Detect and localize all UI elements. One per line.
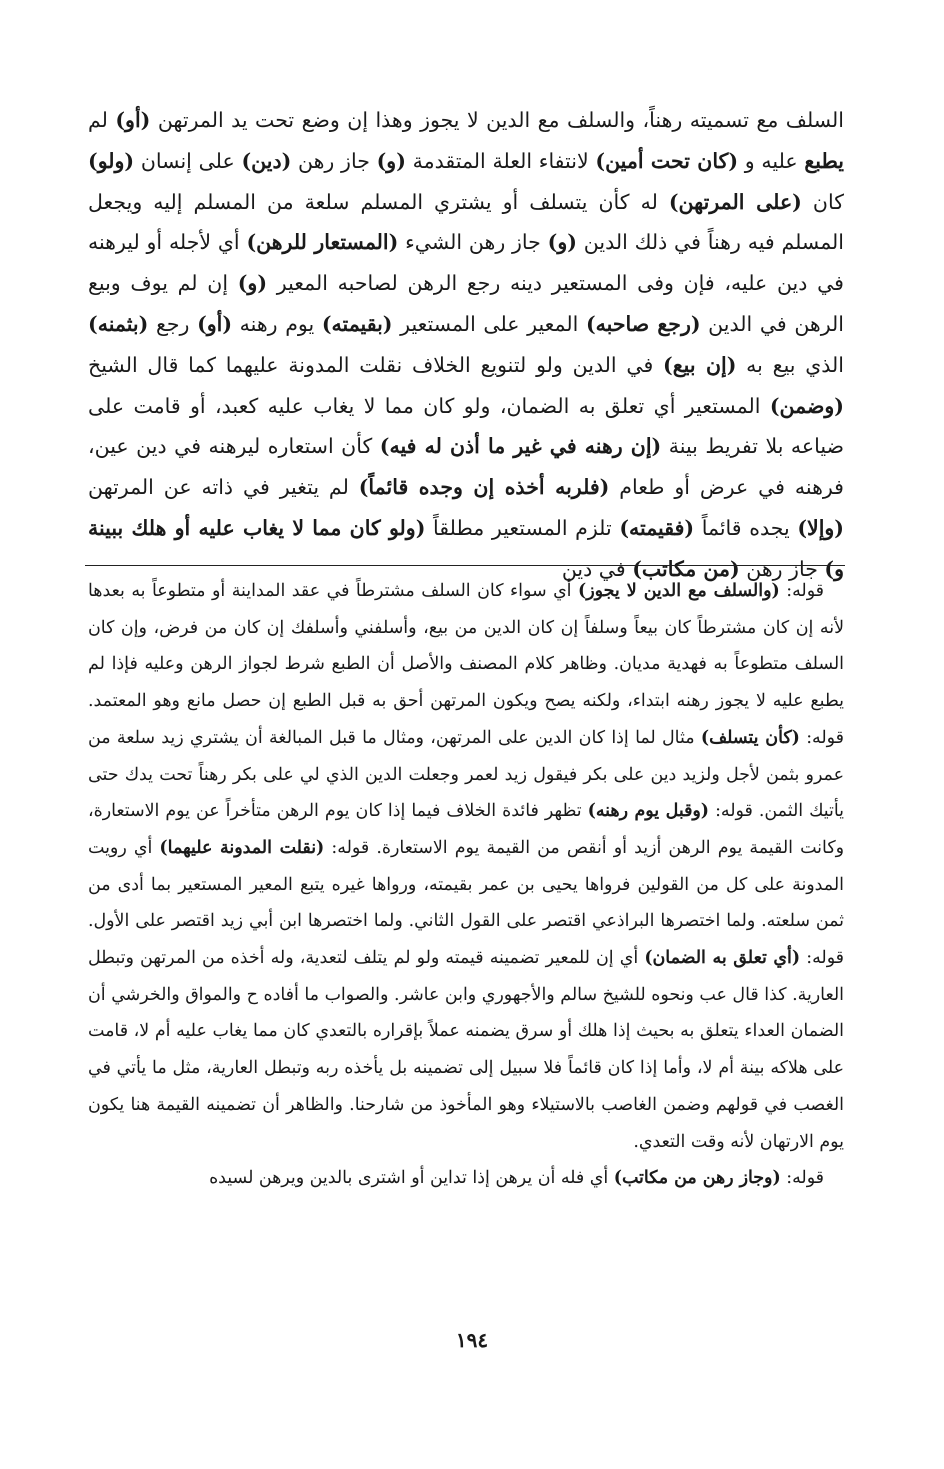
bold-term: (رجع صاحبه): [585, 311, 701, 336]
footnote-divider: [85, 565, 845, 566]
text-run: إن لم يوف وبيع الرهن في الدين: [88, 271, 844, 336]
bold-term: (على المرتهن): [668, 189, 802, 214]
text-run: أي رويت المدونة على كل من القولين فرواها يحيى بن عمر بقيمته، ورواها غيره يتبع المعير المستعير بما أدى من ثمن سلعته. ولما اختصرها البراذعي اقتصر على القول الثاني. ولما اختصرها ابن أبي زيد اقتصر على الأول. قوله:: [88, 837, 844, 969]
text-run: جاز رهن: [291, 148, 377, 173]
text-run: كأن استعاره ليرهنه في دين عين، فرهنه في عرض أو طعام: [88, 434, 844, 500]
bold-term: (وجاز رهن من مكاتب): [613, 1168, 781, 1189]
bold-term: (بقيمته): [321, 311, 393, 336]
bold-term: (و): [547, 230, 577, 255]
bold-term: (وضمن): [769, 393, 844, 418]
text-run: أي لأجله أو ليرهنه في دين عليه، فإن وفى المستعير دينه رجع الرهن لصاحبه المعير: [88, 230, 844, 296]
text-run: رجع: [148, 311, 198, 336]
text-run: قوله:: [780, 1168, 824, 1189]
bold-term: (كأن يتسلف): [700, 727, 800, 748]
bold-term: (و): [237, 271, 268, 296]
text-run: لم: [88, 108, 116, 132]
text-run: يوم رهنه: [232, 311, 322, 336]
text-run: لانتفاء العلة المتقدمة: [405, 148, 596, 173]
text-run: أي سواء كان السلف مشترطاً في عقد المداينة أو متطوعاً به بعدها لأنه إن كان مشترطاً كان بيعاً وسلفاً إن كان الدين من بيع، وأسلفني وأسلفك إن كان من فرض، وإن كان السلف متطوعاً به فهدية مديان. وظاهر كلام المصنف والأصل أن الطبع شرط لجواز الرهن وعليه فإذا لم يطبع عليه لا يجوز رهنه ابتداء، ولكنه يصح ويكون المرتهن أحق به قبل الطبع إن حصل مانع وهو المعتمد. قوله:: [88, 581, 844, 748]
bold-term: يطبع: [804, 148, 844, 173]
bold-term: (وقبل يوم رهنه): [587, 801, 710, 822]
bold-term: (وإلا): [797, 515, 844, 540]
footnote-paragraph: [88, 573, 844, 1160]
bold-term: (إن رهنه في غير ما أذن له فيه): [379, 434, 662, 459]
text-run: المستعير أي تعلق به الضمان، ولو كان مما لا يغاب عليه كعبد، أو قامت على ضياعه بلا تفريط بينة: [88, 393, 844, 459]
bold-term: (إن بيع): [663, 352, 737, 377]
bold-term: (دين): [241, 148, 292, 173]
text-run: يجده قائماً: [694, 515, 798, 540]
bold-term: (فقيمته): [619, 515, 695, 540]
text-run: الذي بيع به: [736, 352, 844, 377]
text-run: السلف مع تسميته رهناً، والسلف مع الدين لا يجوز وهذا إن وضع تحت يد المرتهن: [150, 108, 844, 132]
bold-term: (ولو كان مما لا يغاب عليه أو هلك ببينة و): [88, 515, 844, 581]
text-run: أي إن للمعير تضمينه قيمته ولو لم يتلف لتعدية، وله أخذه من المرتهن وتبطل العارية. كذا قال عب ونحوه للشيخ سالم والأجهوري وابن عاشر. والصواب ما أفاده ح والمواق والخرشي أن الضمان العداء يتعلق به بحيث إذا هلك أو سرق يضمنه عملاً بإقراره بالتعدي كان مما يغاب عليه أم لا، قامت على هلاكه بينة أم لا، وأما إذا كان قائماً فلا سبيل إلى تضمينه بل يأخذه ربه وتبطل العارية، مثل ما يأتي في الغصب في قولهم وضمن الغاصب بالاستيلاء وهو المأخوذ من شارحنا. والظاهر أن تضمينه القيمة هنا يكون يوم الارتهان لأنه وقت التعدي.: [88, 948, 844, 1152]
bold-term: (فلربه أخذه إن وجده قائماً): [358, 475, 610, 500]
bold-term: (أو): [115, 108, 151, 132]
text-run: على إنسان: [134, 148, 242, 173]
text-run: له كأن يتسلف أو يشتري المسلم سلعة من المسلم إليه ويجعل المسلم فيه رهناً في ذلك الدين: [88, 189, 844, 255]
bold-term: (كان تحت أمين): [595, 148, 739, 173]
text-run: أي فله أن يرهن إذا تداين أو اشترى بالدين ويرهن لسيده: [209, 1168, 614, 1189]
text-run: تظهر فائدة الخلاف فيما إذا كان يوم الرهن متأخراً عن يوم الاستعارة، وكانت القيمة يوم الرهن أزيد أو أنقص من القيمة يوم الاستعارة. قوله:: [88, 801, 844, 858]
bold-term: (بثمنه): [88, 311, 149, 336]
main-text: [88, 100, 844, 590]
footnote-paragraph: [88, 1160, 844, 1197]
text-run: جاز رهن الشيء: [398, 230, 548, 255]
bold-term: (أو): [197, 311, 233, 336]
text-run: جاز رهن: [739, 556, 825, 581]
text-run: في دين: [561, 556, 633, 581]
bold-term: (ولو): [88, 148, 135, 173]
text-run: عليه و: [738, 148, 805, 173]
bold-term: (والسلف مع الدين لا يجوز): [578, 581, 780, 601]
text-run: في الدين ولو لتنويع الخلاف نقلت المدونة عليهما كما قال الشيخ: [88, 352, 664, 377]
bold-term: (المستعار للرهن): [246, 230, 399, 255]
page-number: ١٩٤: [455, 1328, 489, 1352]
text-run: المعير على المستعير: [392, 311, 586, 336]
bold-term: (من مكاتب): [632, 556, 740, 581]
bold-term: (أي تعلق به الضمان): [644, 948, 801, 969]
bold-term: (نقلت المدونة عليهما): [159, 837, 325, 858]
text-run: مثال لما إذا كان الدين على المرتهن، ومثال ما قبل المبالغة أن يشتري زيد سلعة من عمرو بثمن لأجل ولزيد دين على بكر فيقول زيد لعمر وجعلت الدين الذي لي على بكر رهناً تحت يدك حتى يأتيك الثمن. قوله:: [88, 727, 844, 822]
text-run: كان: [801, 189, 844, 214]
bold-term: (و): [376, 148, 406, 173]
text-run: تلزم المستعير مطلقاً: [425, 515, 620, 540]
text-run: لم يتغير في ذاته عن المرتهن: [88, 475, 359, 500]
text-run: قوله:: [779, 581, 824, 601]
footnotes-section: [88, 573, 844, 1197]
